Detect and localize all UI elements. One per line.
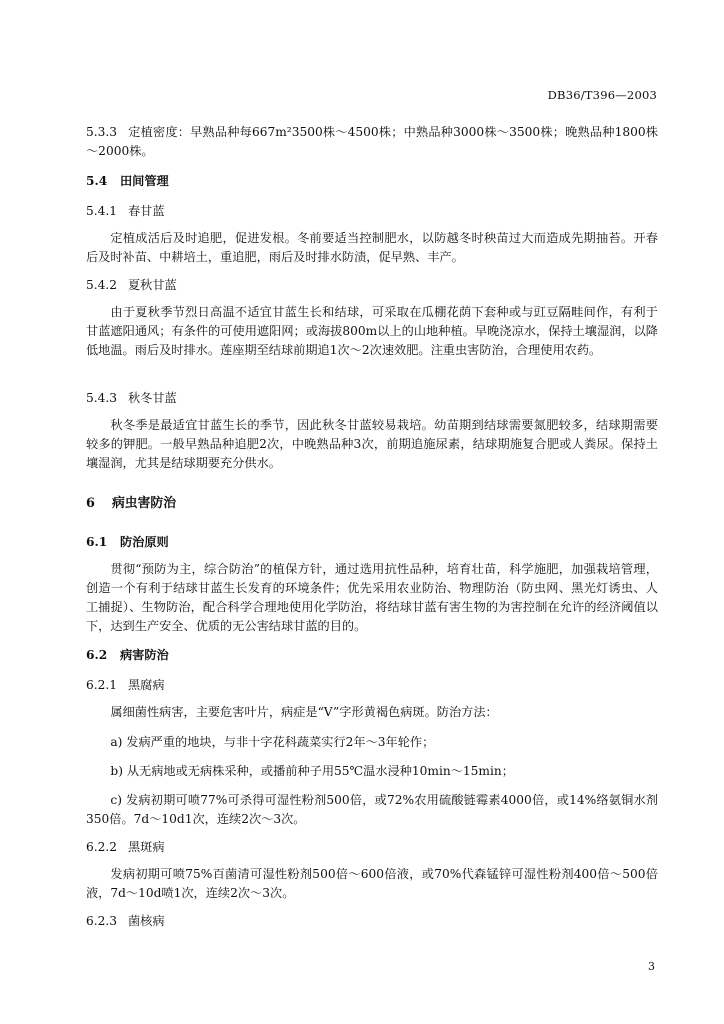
paragraph-text: 贯彻“预防为主，综合防治”的植保方针，通过选用抗性品种，培育壮苗，科学施肥，加强栽培管理，创造一个有利于结球甘蓝生长发育的环境条件；优先采用农业防治、物理防治（防虫网、黑光灯诱虫、人工捕捉）、生物防治，配合科学合理地使用化学防治，将结球甘蓝有害生物的为害控制在允许的经济阈值以下，达到生产安全、优质的无公害结球甘蓝的目的。 bbox=[86, 562, 658, 633]
section-6-2-3-heading bbox=[86, 912, 658, 931]
section-number: 5.4.3 bbox=[86, 391, 118, 405]
document-code: DB36/T396—2003 bbox=[547, 88, 657, 102]
chapter-6-heading bbox=[86, 494, 658, 513]
section-number: 6.2.3 bbox=[86, 914, 118, 928]
section-6-2-2-heading bbox=[86, 838, 658, 857]
section-title: 黑腐病 bbox=[128, 678, 165, 692]
section-5-4-1-heading bbox=[86, 202, 658, 221]
section-5-3-3 bbox=[86, 123, 658, 161]
chapter-number: 6 bbox=[86, 496, 95, 511]
section-number: 5.3.3 bbox=[86, 125, 118, 139]
section-5-4-heading bbox=[86, 172, 658, 191]
section-title: 菌核病 bbox=[128, 914, 165, 928]
section-title: 夏秋甘蓝 bbox=[128, 278, 177, 292]
section-6-1-heading bbox=[86, 533, 658, 552]
section-number: 6.1 bbox=[86, 535, 108, 549]
section-number: 6.2 bbox=[86, 648, 108, 662]
section-6-2-2-body bbox=[86, 865, 658, 903]
list-item-text: b) 从无病地或无病株采种，或播前种子用55℃温水浸种10min～15min； bbox=[110, 764, 514, 778]
section-6-2-1-intro bbox=[86, 703, 658, 722]
paragraph-text: 发病初期可喷75%百菌清可湿性粉剂500倍～600倍液，或70%代森锰锌可湿性粉剂400倍～500倍液，7d～10d喷1次，连续2次～3次。 bbox=[86, 867, 658, 900]
section-5-4-1-body bbox=[86, 229, 658, 267]
section-5-4-2-body bbox=[86, 303, 658, 360]
list-item-c bbox=[86, 791, 658, 829]
section-number: 6.2.1 bbox=[86, 678, 118, 692]
paragraph-text: 秋冬季是最适宜甘蓝生长的季节，因此秋冬甘蓝较易栽培。幼苗期到结球需要氮肥较多，结球期需要较多的钾肥。一般早熟品种追肥2次，中晚熟品种3次，前期追施尿素，结球期施复合肥或人粪尿。保持土壤湿润，尤其是结球期要充分供水。 bbox=[86, 418, 658, 470]
list-item-text: c) 发病初期可喷77%可杀得可湿性粉剂500倍，或72%农用硫酸链霉素4000倍，或14%络氨铜水剂350倍。7d～10d1次，连续2次～3次。 bbox=[86, 793, 658, 826]
section-5-4-3-body bbox=[86, 416, 658, 473]
section-title: 春甘蓝 bbox=[128, 204, 165, 218]
section-title: 病害防治 bbox=[120, 648, 169, 662]
section-number: 5.4.1 bbox=[86, 204, 118, 218]
section-6-2-1-heading bbox=[86, 676, 658, 695]
section-6-2-heading bbox=[86, 646, 658, 665]
list-item-text: a) 发病严重的地块，与非十字花科蔬菜实行2年～3年轮作； bbox=[110, 735, 435, 749]
chapter-title: 病虫害防治 bbox=[112, 496, 176, 511]
section-5-4-3-heading bbox=[86, 389, 658, 408]
list-item-b bbox=[86, 762, 658, 781]
section-6-1-body bbox=[86, 560, 658, 636]
list-item-a bbox=[86, 733, 658, 752]
paragraph-text: 由于夏秋季节烈日高温不适宜甘蓝生长和结球，可采取在瓜棚花荫下套种或与豇豆隔畦间作，有利于甘蓝遮阳通风；有条件的可使用遮阳网；或海拔800m以上的山地种植。早晚浇凉水，保持土壤湿润，以降低地温。雨后及时排水。莲座期至结球前期追1次～2次速效肥。注重虫害防治，合理使用农药。 bbox=[86, 305, 658, 357]
section-title: 田间管理 bbox=[120, 174, 169, 188]
section-number: 6.2.2 bbox=[86, 840, 118, 854]
section-number: 5.4.2 bbox=[86, 278, 118, 292]
section-title: 秋冬甘蓝 bbox=[128, 391, 177, 405]
section-title: 黑斑病 bbox=[128, 840, 165, 854]
paragraph-text: 定植成活后及时追肥，促进发根。冬前要适当控制肥水，以防越冬时秧苗过大而造成先期抽苔。开春后及时补苗、中耕培土，重追肥，雨后及时排水防渍，促早熟、丰产。 bbox=[86, 231, 658, 264]
page-number: 3 bbox=[648, 960, 655, 973]
section-number: 5.4 bbox=[86, 174, 108, 188]
section-text: 定植密度：早熟品种每667m²3500株～4500株；中熟品种3000株～3500株；晚熟品种1800株～2000株。 bbox=[86, 125, 658, 158]
section-5-4-2-heading bbox=[86, 276, 658, 295]
paragraph-text: 属细菌性病害，主要危害叶片，病症是“V”字形黄褐色病斑。防治方法： bbox=[110, 705, 498, 719]
section-title: 防治原则 bbox=[120, 535, 169, 549]
